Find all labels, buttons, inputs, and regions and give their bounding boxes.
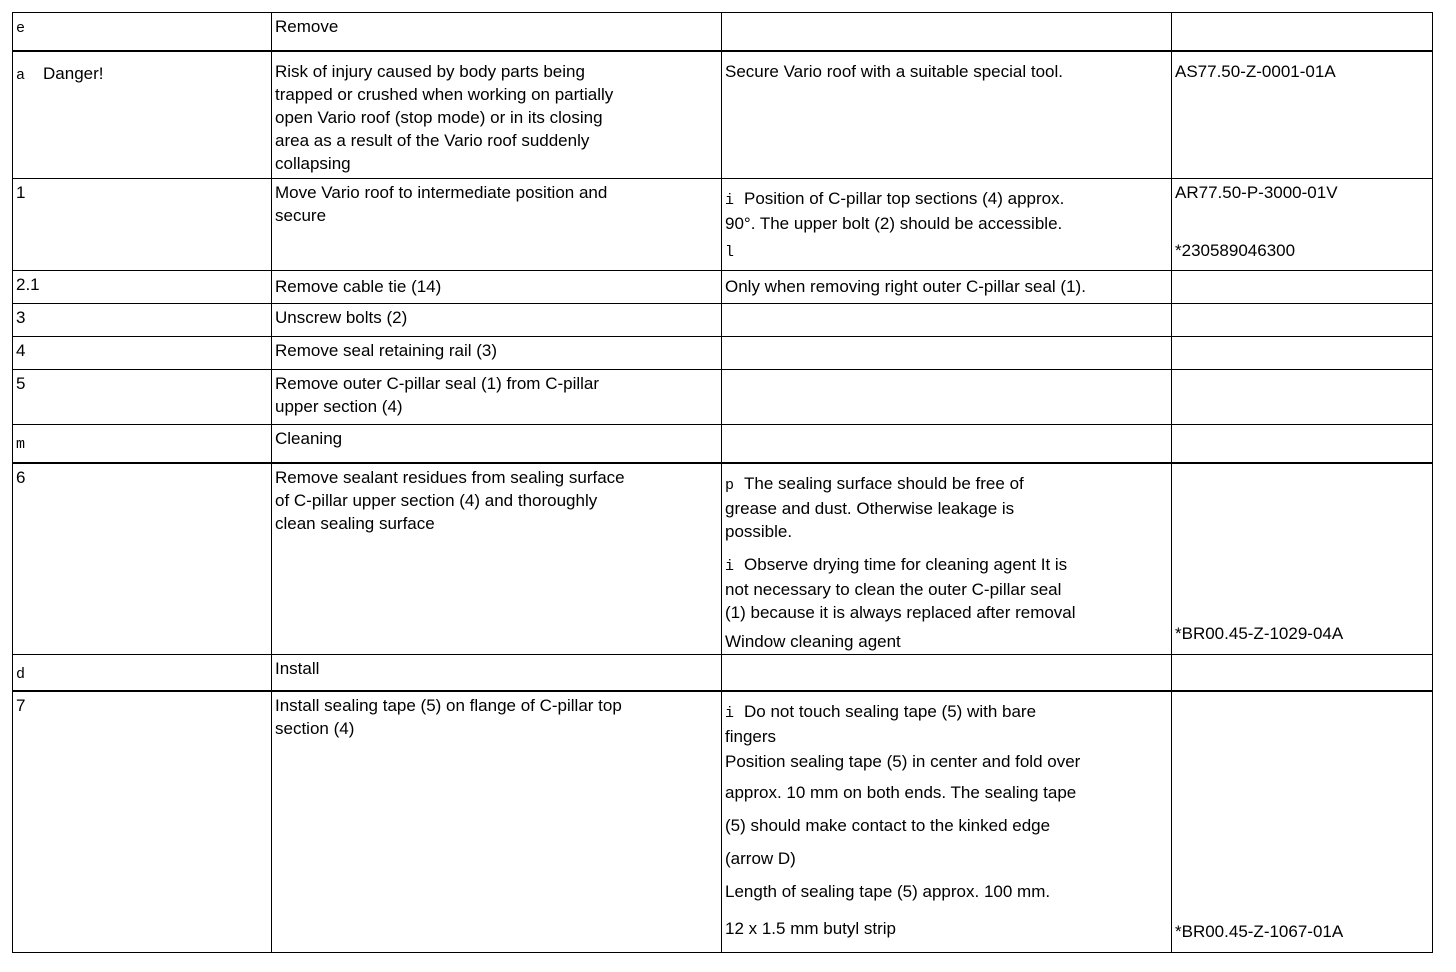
table-row bbox=[13, 463, 1433, 655]
install-symbol: d bbox=[16, 666, 26, 683]
action-line: trapped or crushed when working on partially bbox=[275, 84, 614, 104]
note-text: Position of C-pillar top sections (4) approx. bbox=[744, 189, 1065, 208]
note-text: Position sealing tape (5) in center and fold over bbox=[725, 751, 1081, 771]
info-symbol: i bbox=[725, 192, 735, 209]
action-line: of C-pillar upper section (4) and thoroughly bbox=[275, 490, 598, 510]
link-symbol: l bbox=[725, 244, 735, 261]
note-text: 12 x 1.5 mm butyl strip bbox=[725, 918, 897, 938]
table-row bbox=[13, 179, 1433, 271]
note-cell bbox=[722, 425, 1172, 463]
action-line: section (4) bbox=[275, 718, 355, 738]
ref-cell bbox=[1172, 655, 1433, 691]
info-symbol: i bbox=[725, 704, 735, 722]
note-text: possible. bbox=[725, 521, 793, 541]
reference-code: *BR00.45-Z-1029-04A bbox=[1175, 623, 1344, 643]
reference-code: *BR00.45-Z-1067-01A bbox=[1175, 921, 1344, 941]
action-line: Remove outer C-pillar seal (1) from C-pillar bbox=[275, 374, 600, 393]
step-cell bbox=[13, 691, 272, 953]
action-cell bbox=[272, 13, 722, 51]
note-cell bbox=[722, 13, 1172, 51]
note-text: Length of sealing tape (5) approx. 100 mm. bbox=[725, 881, 1051, 901]
note-cell bbox=[722, 463, 1172, 655]
section-heading-cleaning: Cleaning bbox=[275, 429, 343, 448]
note-text: (5) should make contact to the kinked edge bbox=[725, 815, 1051, 835]
note-text: (1) because it is always replaced after removal bbox=[725, 602, 1076, 622]
reference-code: AS77.50-Z-0001-01A bbox=[1175, 61, 1336, 81]
reference-code: *230589046300 bbox=[1175, 241, 1296, 260]
note-cell bbox=[722, 337, 1172, 370]
ref-cell bbox=[1172, 271, 1433, 304]
action-line: secure bbox=[275, 206, 327, 225]
table-row bbox=[13, 51, 1433, 179]
action-line: area as a result of the Vario roof suddenly bbox=[275, 130, 590, 150]
action-line: open Vario roof (stop mode) or in its closing bbox=[275, 107, 603, 127]
action-line: clean sealing surface bbox=[275, 513, 435, 533]
action-cell bbox=[272, 425, 722, 463]
ref-cell bbox=[1172, 691, 1433, 953]
note-text: approx. 10 mm on both ends. The sealing tape bbox=[725, 782, 1077, 802]
ref-cell bbox=[1172, 304, 1433, 337]
ref-cell bbox=[1172, 463, 1433, 655]
step-cell bbox=[13, 425, 272, 463]
step-cell bbox=[13, 370, 272, 425]
note-text: Window cleaning agent bbox=[725, 631, 901, 651]
section-heading-install: Install bbox=[275, 659, 320, 678]
table-row bbox=[13, 13, 1433, 51]
action-cell bbox=[272, 179, 722, 271]
precaution-symbol: p bbox=[725, 476, 735, 494]
note-cell bbox=[722, 655, 1172, 691]
step-number: 7 bbox=[16, 695, 26, 715]
note-text: The sealing surface should be free of bbox=[744, 473, 1024, 493]
action-line: Remove sealant residues from sealing surface bbox=[275, 467, 625, 487]
note-text: (arrow D) bbox=[725, 848, 796, 868]
step-cell bbox=[13, 463, 272, 655]
ref-cell bbox=[1172, 425, 1433, 463]
step-number: 2.1 bbox=[16, 275, 40, 294]
section-heading-remove: Remove bbox=[275, 17, 339, 36]
step-cell bbox=[13, 179, 272, 271]
note-text: grease and dust. Otherwise leakage is bbox=[725, 498, 1015, 518]
note-text: fingers bbox=[725, 726, 777, 746]
step-cell bbox=[13, 337, 272, 370]
step-number: 1 bbox=[16, 183, 26, 202]
note-cell bbox=[722, 370, 1172, 425]
action-line: Unscrew bolts (2) bbox=[275, 308, 408, 327]
action-cell bbox=[272, 691, 722, 953]
action-cell bbox=[272, 463, 722, 655]
cleaning-symbol: m bbox=[16, 436, 26, 453]
note-cell bbox=[722, 51, 1172, 179]
action-cell bbox=[272, 271, 722, 304]
ref-cell bbox=[1172, 179, 1433, 271]
step-number: 4 bbox=[16, 341, 26, 360]
note-text: not necessary to clean the outer C-pillar seal bbox=[725, 579, 1062, 599]
step-number: 3 bbox=[16, 308, 26, 327]
table-row bbox=[13, 337, 1433, 370]
ref-cell bbox=[1172, 51, 1433, 179]
table-row bbox=[13, 655, 1433, 691]
action-line: collapsing bbox=[275, 153, 351, 173]
step-cell bbox=[13, 13, 272, 51]
ref-cell bbox=[1172, 370, 1433, 425]
note-text: Do not touch sealing tape (5) with bare bbox=[744, 701, 1037, 721]
note-text: Secure Vario roof with a suitable special tool. bbox=[725, 61, 1063, 81]
action-cell bbox=[272, 51, 722, 179]
action-cell bbox=[272, 655, 722, 691]
table-row bbox=[13, 304, 1433, 337]
danger-symbol: a bbox=[16, 66, 26, 84]
action-line: Remove cable tie (14) bbox=[275, 277, 442, 296]
action-line: upper section (4) bbox=[275, 397, 403, 416]
step-cell bbox=[13, 304, 272, 337]
table-row bbox=[13, 425, 1433, 463]
action-line: Risk of injury caused by body parts being bbox=[275, 61, 585, 81]
note-cell bbox=[722, 304, 1172, 337]
table-row bbox=[13, 271, 1433, 304]
ref-cell bbox=[1172, 337, 1433, 370]
step-number: 6 bbox=[16, 467, 26, 487]
note-cell bbox=[722, 691, 1172, 953]
action-line: Move Vario roof to intermediate position and bbox=[275, 183, 608, 202]
ref-cell bbox=[1172, 13, 1433, 51]
step-cell bbox=[13, 655, 272, 691]
action-line: Remove seal retaining rail (3) bbox=[275, 341, 498, 360]
action-cell bbox=[272, 337, 722, 370]
note-text: Observe drying time for cleaning agent It is bbox=[744, 554, 1068, 574]
note-text: 90°. The upper bolt (2) should be accessible. bbox=[725, 214, 1063, 233]
note-cell bbox=[722, 179, 1172, 271]
step-cell bbox=[13, 271, 272, 304]
reference-code: AR77.50-P-3000-01V bbox=[1175, 183, 1338, 202]
remove-symbol: e bbox=[16, 20, 26, 37]
note-cell bbox=[722, 271, 1172, 304]
table-row bbox=[13, 691, 1433, 953]
action-line: Install sealing tape (5) on flange of C-pillar top bbox=[275, 695, 622, 715]
procedure-table bbox=[12, 12, 1433, 953]
action-cell bbox=[272, 370, 722, 425]
action-cell bbox=[272, 304, 722, 337]
info-symbol: i bbox=[725, 557, 735, 575]
note-text: Only when removing right outer C-pillar seal (1). bbox=[725, 277, 1086, 296]
table-row bbox=[13, 370, 1433, 425]
danger-label: Danger! bbox=[43, 63, 104, 83]
step-cell bbox=[13, 51, 272, 179]
step-number: 5 bbox=[16, 374, 26, 393]
